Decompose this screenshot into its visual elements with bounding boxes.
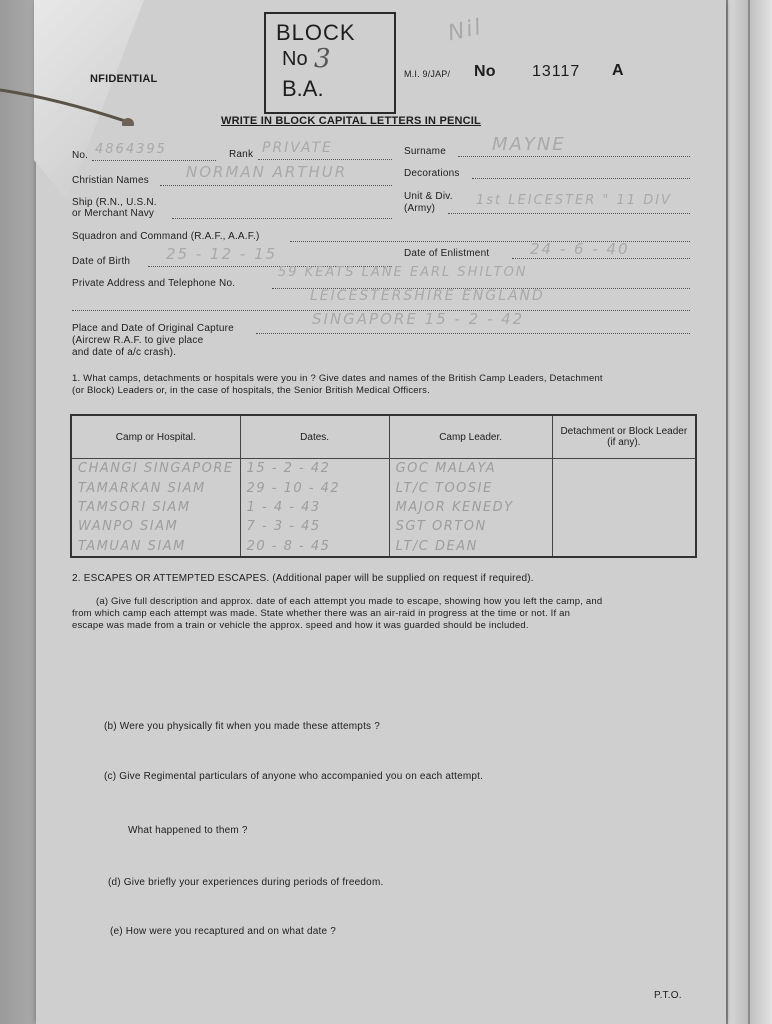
table-row bbox=[71, 537, 696, 557]
table-row bbox=[71, 498, 696, 517]
q2b-text: (b) Were you physically fit when you made these attempts ? bbox=[104, 721, 380, 732]
col-leader-header: Camp Leader. bbox=[389, 415, 552, 459]
christian-names-value: NORMAN ARTHUR bbox=[186, 163, 348, 181]
rank-label: Rank bbox=[229, 149, 254, 160]
q2a-text: (a) Give full description and approx. date of each attempt you made to escape, showing how you left the camp, and bbox=[96, 596, 603, 607]
table-row bbox=[71, 517, 696, 536]
q2c-text: (c) Give Regimental particulars of anyone who accompanied you on each attempt. bbox=[104, 771, 484, 782]
service-no-label: No. bbox=[72, 150, 89, 161]
number-label: No bbox=[474, 63, 496, 80]
q2-heading: 2. ESCAPES OR ATTEMPTED ESCAPES. (Additional paper will be supplied on request if required). bbox=[72, 573, 534, 584]
q2a-text-2: from which camp each attempt was made. State whether there was an air-raid in progress at the time or not. If an bbox=[72, 608, 571, 619]
detachment-cell bbox=[552, 498, 696, 517]
q1-text: 1. What camps, detachments or hospitals were you in ? Give dates and names of the British Camp Leaders, Detachment bbox=[72, 373, 603, 384]
q2c-followup-text: What happened to them ? bbox=[128, 825, 248, 836]
surname-label: Surname bbox=[404, 146, 446, 157]
dob-label: Date of Birth bbox=[72, 256, 131, 267]
table-row bbox=[71, 459, 696, 479]
rank-value: PRIVATE bbox=[262, 140, 333, 156]
block-stamp bbox=[264, 12, 396, 114]
surname-value: MAYNE bbox=[492, 134, 566, 155]
christian-names-label: Christian Names bbox=[72, 175, 149, 186]
pto-label: P.T.O. bbox=[654, 990, 682, 1001]
dates-cell: 7 - 3 - 45 bbox=[240, 517, 389, 536]
form-number: 13117 bbox=[532, 63, 581, 80]
pencil-instruction: WRITE IN BLOCK CAPITAL LETTERS IN PENCIL bbox=[221, 115, 481, 127]
detachment-cell bbox=[552, 517, 696, 536]
capture-label: Place and Date of Original Capture bbox=[72, 323, 234, 334]
leader-cell: SGT ORTON bbox=[389, 517, 552, 536]
leader-cell: LT/C TOOSIE bbox=[389, 478, 552, 497]
capture-value: SINGAPORE 15 - 2 - 42 bbox=[312, 310, 525, 328]
squadron-label: Squadron and Command (R.A.F., A.A.F.) bbox=[72, 231, 260, 242]
address-line1: 59 KEATS LANE EARL SHILTON bbox=[278, 265, 528, 280]
dates-cell: 20 - 8 - 45 bbox=[240, 537, 389, 557]
dates-cell: 1 - 4 - 43 bbox=[240, 498, 389, 517]
q2e-text: (e) How were you recaptured and on what date ? bbox=[110, 926, 336, 937]
unit-label-2: (Army) bbox=[404, 203, 436, 214]
stamp-ba-text: B.A. bbox=[282, 76, 324, 101]
q2d-text: (d) Give briefly your experiences during periods of freedom. bbox=[108, 877, 384, 888]
capture-label-3: and date of a/c crash). bbox=[72, 347, 177, 358]
col-detachment-header: Detachment or Block Leader (if any). bbox=[552, 415, 696, 459]
detachment-cell bbox=[552, 537, 696, 557]
ship-label: Ship (R.N., U.S.N. bbox=[72, 197, 157, 208]
unit-value: 1st LEICESTER " 11 DIV bbox=[476, 193, 672, 208]
detachment-cell bbox=[552, 459, 696, 479]
stamp-no-text: No bbox=[282, 48, 308, 70]
camp-cell: TAMUAN SIAM bbox=[71, 537, 240, 557]
camp-cell: WANPO SIAM bbox=[71, 517, 240, 536]
address-label: Private Address and Telephone No. bbox=[72, 278, 236, 289]
dates-cell: 29 - 10 - 42 bbox=[240, 478, 389, 497]
leader-cell: GOC MALAYA bbox=[389, 459, 552, 479]
q1-text-2: (or Block) Leaders or, in the case of hospitals, the Senior British Medical Officers. bbox=[72, 385, 430, 396]
camp-cell: CHANGI SINGAPORE bbox=[71, 459, 240, 479]
stamp-block-text: BLOCK bbox=[276, 20, 356, 45]
unit-label: Unit & Div. bbox=[404, 191, 453, 202]
col-dates-header: Dates. bbox=[240, 415, 389, 459]
camps-table bbox=[70, 414, 697, 558]
address-line2: LEICESTERSHIRE ENGLAND bbox=[310, 288, 545, 304]
classification-label: NFIDENTIAL bbox=[90, 73, 158, 85]
camp-cell: TAMARKAN SIAM bbox=[71, 478, 240, 497]
enlistment-value: 24 - 6 - 40 bbox=[530, 240, 630, 258]
q2a-text-3: escape was made from a train or vehicle the approx. speed and how it was guarded should be included. bbox=[72, 620, 529, 631]
leader-cell: MAJOR KENEDY bbox=[389, 498, 552, 517]
stamp-block-number: 3 bbox=[314, 44, 331, 74]
col-camp-header: Camp or Hospital. bbox=[71, 415, 240, 459]
leader-cell: LT/C DEAN bbox=[389, 537, 552, 557]
table-row bbox=[71, 478, 696, 497]
detachment-cell bbox=[552, 478, 696, 497]
dob-value: 25 - 12 - 15 bbox=[166, 245, 278, 263]
dates-cell: 15 - 2 - 42 bbox=[240, 459, 389, 479]
ship-label-2: or Merchant Navy bbox=[72, 208, 155, 219]
capture-label-2: (Aircrew R.A.F. to give place bbox=[72, 335, 204, 346]
handwritten-nil: Nil bbox=[445, 14, 485, 47]
tie-string-icon bbox=[0, 86, 140, 126]
form-reference: M.I. 9/JAP/ bbox=[404, 69, 451, 79]
decorations-label: Decorations bbox=[404, 168, 460, 179]
enlistment-label: Date of Enlistment bbox=[404, 248, 490, 259]
form-suffix: A bbox=[612, 62, 624, 79]
service-no-value: 4864395 bbox=[95, 142, 167, 157]
camp-cell: TAMSORI SIAM bbox=[71, 498, 240, 517]
